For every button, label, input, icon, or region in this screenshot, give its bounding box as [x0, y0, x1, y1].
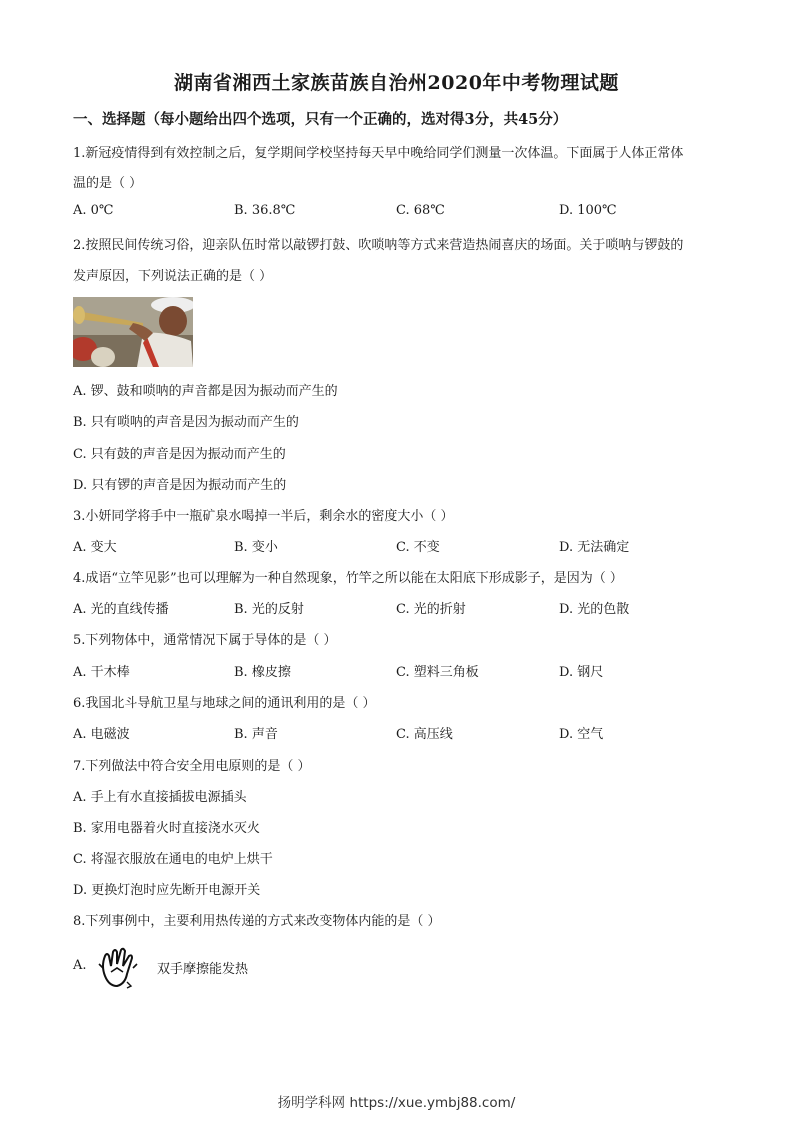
question-3-options — [73, 536, 723, 556]
q2-option-b: B. 只有唢呐的声音是因为振动而产生的 — [73, 415, 299, 430]
page-footer: 扬明学科网 https://xue.ymbj88.com/ — [277, 1095, 516, 1111]
rubbing-hands-icon — [97, 946, 139, 990]
q2-option-a: A. 锣、鼓和唢呐的声音都是因为振动而产生的 — [73, 384, 338, 399]
q4-option-c: C. 光的折射 — [396, 602, 466, 617]
q6-option-b: B. 声音 — [234, 727, 278, 742]
section-heading: 一、选择题（每小题给出四个选项，只有一个正确的，选对得3分，共45分） — [73, 111, 568, 128]
q5-option-c: C. 塑料三角板 — [396, 665, 479, 680]
question-5-options — [73, 661, 723, 681]
q5-option-b: B. 橡皮擦 — [234, 665, 291, 680]
q3-option-a: A. 变大 — [73, 540, 117, 555]
suona-photo-illustration — [73, 297, 193, 367]
question-8-line1: 8.下列事例中，主要利用热传递的方式来改变物体内能的是（ ） — [73, 914, 441, 929]
question-6-line1: 6.我国北斗导航卫星与地球之间的通讯利用的是（ ） — [73, 696, 376, 711]
question-2-line1: 2.按照民间传统习俗，迎亲队伍时常以敲锣打鼓、吹唢呐等方式来营造热闹喜庆的场面。关于唢呐与锣鼓的 — [73, 238, 684, 253]
page-title: 湖南省湘西土家族苗族自治州2020年中考物理试题 — [174, 72, 619, 94]
question-5-line1: 5.下列物体中，通常情况下属于导体的是（ ） — [73, 633, 337, 648]
question-4-options — [73, 598, 723, 618]
question-1-line2: 温的是（ ） — [73, 176, 143, 191]
q2-option-d: D. 只有锣的声音是因为振动而产生的 — [73, 478, 287, 493]
q3-option-b: B. 变小 — [234, 540, 278, 555]
question-6-options — [73, 723, 723, 743]
q7-option-c: C. 将湿衣服放在通电的电炉上烘干 — [73, 852, 273, 867]
q5-option-a: A. 干木棒 — [73, 665, 130, 680]
q7-option-a: A. 手上有水直接插拔电源插头 — [73, 790, 247, 805]
q3-option-c: C. 不变 — [396, 540, 440, 555]
question-2-line2: 发声原因，下列说法正确的是（ ） — [73, 269, 273, 284]
q4-option-a: A. 光的直线传播 — [73, 602, 169, 617]
question-3-line1: 3.小妍同学将手中一瓶矿泉水喝掉一半后，剩余水的密度大小（ ） — [73, 509, 454, 524]
q1-option-b: B. 36.8℃ — [234, 203, 296, 218]
q6-option-c: C. 高压线 — [396, 727, 453, 742]
q6-option-d: D. 空气 — [559, 727, 604, 742]
q8-option-a-text: 双手摩擦能发热 — [157, 962, 249, 977]
q1-option-a: A. 0℃ — [73, 203, 114, 218]
q7-option-b: B. 家用电器着火时直接浇水灭火 — [73, 821, 260, 836]
q8-option-a-letter: A. — [73, 958, 87, 973]
suona-player-photo — [73, 297, 193, 367]
q4-option-b: B. 光的反射 — [234, 602, 304, 617]
question-1-line1: 1.新冠疫情得到有效控制之后，复学期间学校坚持每天早中晚给同学们测量一次体温。下面属于人体正常体 — [73, 146, 684, 161]
q4-option-d: D. 光的色散 — [559, 602, 630, 617]
q6-option-a: A. 电磁波 — [73, 727, 130, 742]
q1-option-d: D. 100℃ — [559, 203, 617, 218]
q2-option-c: C. 只有鼓的声音是因为振动而产生的 — [73, 447, 286, 462]
question-4-line1: 4.成语“立竿见影”也可以理解为一种自然现象，竹竿之所以能在太阳底下形成影子，是因为（ ） — [73, 571, 623, 586]
q3-option-d: D. 无法确定 — [559, 540, 630, 555]
q5-option-d: D. 钢尺 — [559, 665, 604, 680]
question-7-line1: 7.下列做法中符合安全用电原则的是（ ） — [73, 759, 311, 774]
q7-option-d: D. 更换灯泡时应先断开电源开关 — [73, 883, 261, 898]
question-1-options — [73, 203, 723, 223]
q1-option-c: C. 68℃ — [396, 203, 445, 218]
